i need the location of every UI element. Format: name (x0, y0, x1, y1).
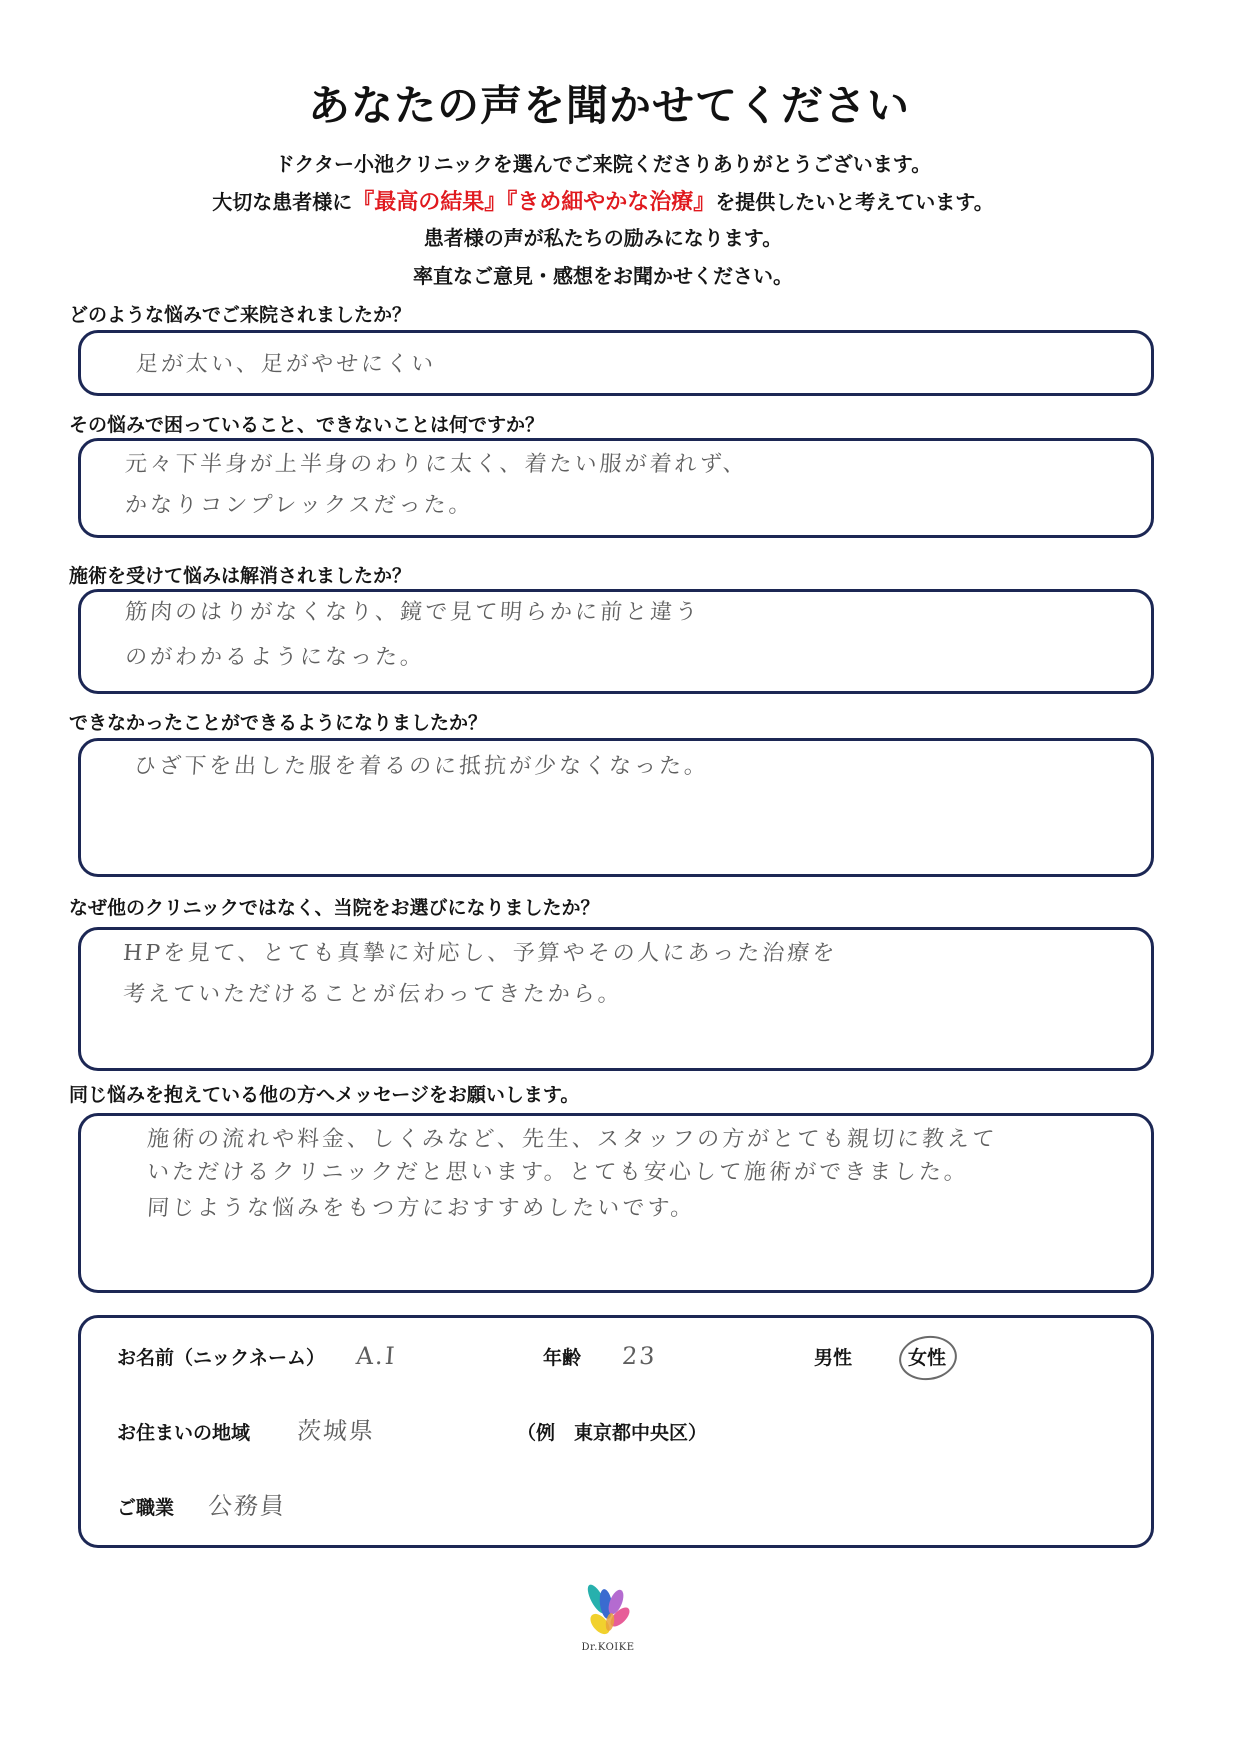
job-value: 公務員 (207, 1492, 287, 1520)
gender-male-label: 男性 (814, 1347, 853, 1369)
page-title: あなたの声を聞かせてください (307, 81, 910, 130)
question-label-1: どのような悩みでご来院されましたか？ (69, 304, 412, 326)
name-label: お名前（ニックネーム） (117, 1347, 326, 1369)
gender-selection-circle (896, 1332, 960, 1384)
answer-box-5 (78, 927, 1154, 1071)
gender-female-label: 女性 (908, 1347, 947, 1369)
age-label: 年齢 (543, 1347, 582, 1369)
region-example: （例 東京都中央区） (517, 1422, 708, 1444)
region-label: お住まいの地域 (117, 1422, 251, 1444)
name-value: A.I (355, 1342, 398, 1370)
intro-line-3: 患者様の声が私たちの励みになります。 (423, 226, 783, 250)
age-value: 23 (621, 1342, 658, 1370)
question-label-6: 同じ悩みを抱えている他の方へメッセージをお願いします。 (69, 1084, 580, 1106)
answer-box-3 (78, 589, 1154, 694)
question-label-3: 施術を受けて悩みは解消されましたか？ (69, 565, 412, 587)
intro-line-4: 率直なご意見・感想をお聞かせください。 (413, 264, 793, 288)
answer-box-2 (78, 438, 1154, 538)
clinic-logo-text: Dr.KOIKE (581, 1642, 635, 1653)
intro-line-1: ドクター小池クリニックを選んでご来院くださりありがとうございます。 (274, 152, 932, 176)
answer-box-6 (78, 1113, 1154, 1293)
question-label-4: できなかったことができるようになりましたか？ (69, 712, 488, 734)
intro-highlight-best-result: 『最高の結果』 (352, 190, 507, 215)
question-label-5: なぜ他のクリニックではなく、当院をお選びになりましたか？ (69, 897, 600, 919)
answer-line: 筋肉のはりがなくなり、鏡で見て明らかに前と違う (124, 600, 701, 625)
intro-line-2-suffix: を提供したいと考えています。 (715, 190, 994, 214)
answer-line: HPを見て、とても真摯に対応し、予算やその人にあった治療を (122, 941, 839, 966)
answer-line: いただけるクリニックだと思います。とても安心して施術ができました。 (146, 1160, 970, 1185)
clinic-logo (578, 1582, 638, 1644)
intro-line-2-prefix: 大切な患者様に (212, 190, 353, 214)
answer-line: 同じような悩みをもつ方におすすめしたいです。 (146, 1196, 697, 1221)
profile-box (78, 1315, 1154, 1548)
answer-line: ひざ下を出した服を着るのに抵抗が少なくなった。 (133, 754, 710, 779)
job-label: ご職業 (117, 1497, 175, 1519)
answer-box-4 (78, 738, 1154, 877)
answer-line: 足が太い、足がやせにくい (135, 352, 437, 377)
intro-highlight-careful-treatment: 『きめ細やかな治療』 (506, 190, 716, 215)
answer-line: 元々下半身が上半身のわりに太く、着たい服が着れず、 (124, 452, 749, 477)
region-value: 茨城県 (296, 1417, 376, 1445)
answer-line: のがわかるようになった。 (124, 645, 426, 670)
feather-logo-icon (580, 1582, 636, 1640)
answer-box-1 (78, 330, 1154, 396)
answer-line: 施術の流れや料金、しくみなど、先生、スタッフの方がとても親切に教えて (146, 1127, 998, 1152)
answer-line: かなりコンプレックスだった。 (124, 493, 475, 518)
intro-line-2 (0, 188, 1206, 217)
answer-line: 考えていただけることが伝わってきたから。 (122, 982, 624, 1007)
question-label-2: その悩みで困っていること、できないことは何ですか？ (69, 414, 545, 436)
